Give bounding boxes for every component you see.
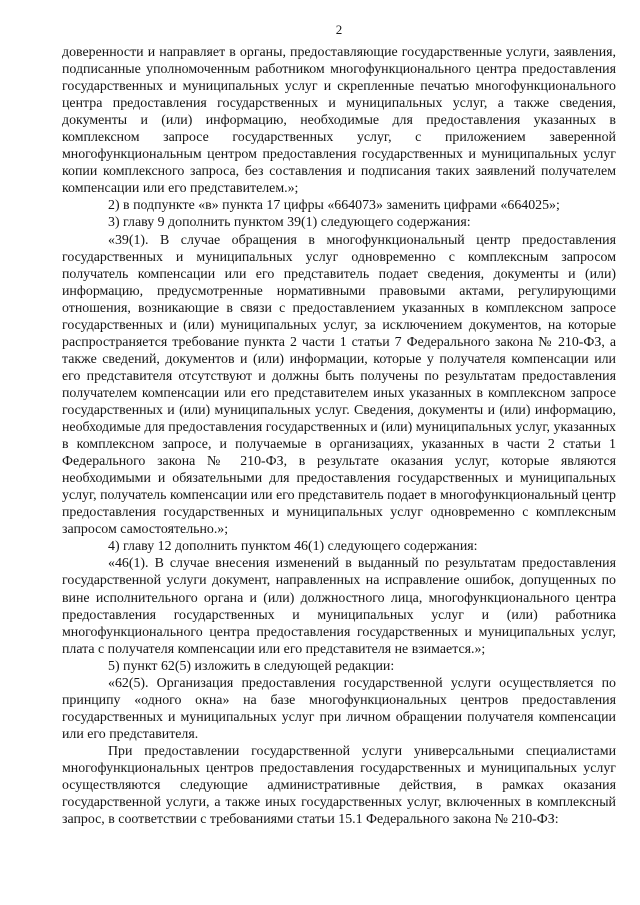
paragraph-clause-39-1: «39(1). В случае обращения в многофункциональный центр предоставления государственных и муниципальных услуг одновременно с комплексным запросом получатель компенсации или его представитель подает сведения, документы и (или) информацию, предусмотренные нормативными правовыми актами, регулирующими отношения, возникающие в связи с предоставлением указанных в комплексном запросе государственных и (или) муниципальных услуг, за исключением документов, на которые распространяется требование пункта 2 части 1 статьи 7 Федерального закона № 210-ФЗ, а также сведений, документов и (или) информации, которые у получателя компенсации или его представителя отсутствуют и должны быть получены по результатам предоставления получателем компенсации или его представителем иных указанных в комплексном запросе государственных и (или) муниципальных услуг. Сведения, документы и (или) информацию, необходимые для предоставления государственных и (или) муниципальных услуг, указанных в комплексном запросе, и получаемые в организациях, указанных в части 2 статьи 1 Федерального закона № 210-ФЗ, в результате оказания услуг, которые являются необходимыми и обязательными для предоставления государственных и муниципальных услуг, получатель компенсации или его представитель подает в многофункциональный центр предоставления государственных и муниципальных услуг одновременно с комплексным запросом самостоятельно.»; xyxy=(62,232,616,538)
paragraph-item-2: 2) в подпункте «в» пункта 17 цифры «664073» заменить цифрами «664025»; xyxy=(108,198,560,214)
paragraph-item-4: 4) главу 12 дополнить пунктом 46(1) следующего содержания: xyxy=(108,539,478,555)
document-body xyxy=(62,44,616,828)
paragraph-universal-specialists: При предоставлении государственной услуги универсальными специалистами многофункциональных центров предоставления государственных и муниципальных услуг осуществляются следующие административные действия, в рамках оказания государственной услуги, а также иных государственных услуг, включенных в комплексный запрос, в соответствии с требованиями статьи 15.1 Федерального закона № 210-ФЗ: xyxy=(62,743,616,828)
paragraph-continuation: доверенности и направляет в органы, предоставляющие государственные услуги, заявления, подписанные уполномоченным работником многофункционального центра предоставления государственных и муниципальных услуг и скрепленные печатью многофункционального центра предоставления государственных и муниципальных услуг, а также сведения, документы и (или) информацию, необходимые для предоставления указанных в комплексном запросе государственных услуг, с приложением заверенной многофункциональным центром предоставления государственных и муниципальных услуг копии комплексного запроса, без составления и подписания таких заявлений получателем компенсации или его представителем.»; xyxy=(62,45,616,197)
paragraph-clause-46-1: «46(1). В случае внесения изменений в выданный по результатам предоставления государственной услуги документ, направленных на исправление ошибок, допущенных по вине исполнительного органа и (или) должностного лица, многофункционального центра предоставления государственных и муниципальных услуг и (или) работника многофункционального центра предоставления государственных и муниципальных услуг, плата с получателя компенсации или его представителя не взимается.»; xyxy=(62,556,616,657)
page-number: 2 xyxy=(335,22,343,37)
paragraph-item-3: 3) главу 9 дополнить пунктом 39(1) следующего содержания: xyxy=(108,215,471,231)
paragraph-item-5: 5) пункт 62(5) изложить в следующей редакции: xyxy=(108,658,395,674)
paragraph-clause-62-5: «62(5). Организация предоставления государственной услуги осуществляется по принципу «одного окна» на базе многофункциональных центров предоставления государственных и муниципальных услуг при личном обращении получателя компенсации или его представителя. xyxy=(62,675,616,742)
